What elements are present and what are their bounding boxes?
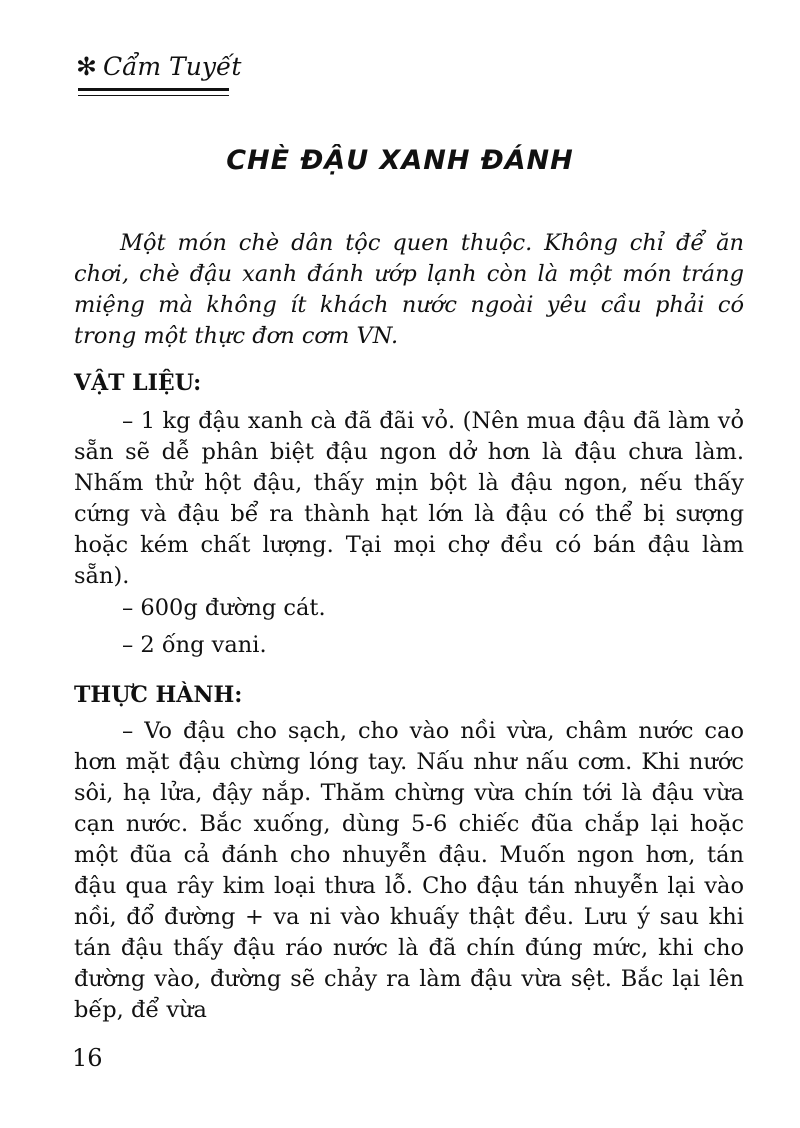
intro-paragraph: Một món chè dân tộc quen thuộc. Không chỉ để ăn chơi, chè đậu xanh đánh ướp lạnh còn là một món tráng miệng mà không ít khách nước ngoài yêu cầu phải có trong một thực đơn cơm VN. [74, 230, 744, 349]
method-heading: THỰC HÀNH: [74, 682, 243, 708]
asterisk-icon: ✻ [76, 52, 97, 81]
running-header [76, 52, 241, 81]
material-item: – 2 ống vani. [122, 632, 267, 658]
materials-heading: VẬT LIỆU: [74, 370, 202, 396]
header-divider [78, 88, 229, 96]
page-number: 16 [72, 1044, 103, 1072]
author-name: Cẩm Tuyết [102, 52, 242, 81]
material-item: – 600g đường cát. [122, 595, 326, 621]
method-step: – Vo đậu cho sạch, cho vào nồi vừa, châm nước cao hơn mặt đậu chừng lóng tay. Nấu như nấu cơm. Khi nước sôi, hạ lửa, đậy nắp. Thăm chừng vừa chín tới là đậu vừa cạn nước. Bắc xuống, dùng 5-6 chiếc đũa chắp lại hoặc một đũa cả đánh cho nhuyễn đậu. Muốn ngon hơn, tán đậu qua rây kim loại thưa lỗ. Cho đậu tán nhuyễn lại vào nồi, đổ đường + va ni vào khuấy thật đều. Lưu ý sau khi tán đậu thấy đậu ráo nước là đã chín đúng mức, khi cho đường vào, đường sẽ chảy ra làm đậu vừa sệt. Bắc lại lên bếp, để vừa [74, 718, 744, 1023]
material-item: – 1 kg đậu xanh cà đã đãi vỏ. (Nên mua đậu đã làm vỏ sẵn sẽ dễ phân biệt đậu ngon dở hơn là đậu chưa làm. Nhấm thử hột đậu, thấy mịn bột là đậu ngon, nếu thấy cứng và đậu bể ra thành hạt lớn là đậu có thể bị sượng hoặc kém chất lượng. Tại mọi chợ đều có bán đậu làm sẵn). [74, 408, 744, 589]
recipe-title: CHÈ ĐẬU XANH ĐÁNH [226, 145, 574, 176]
